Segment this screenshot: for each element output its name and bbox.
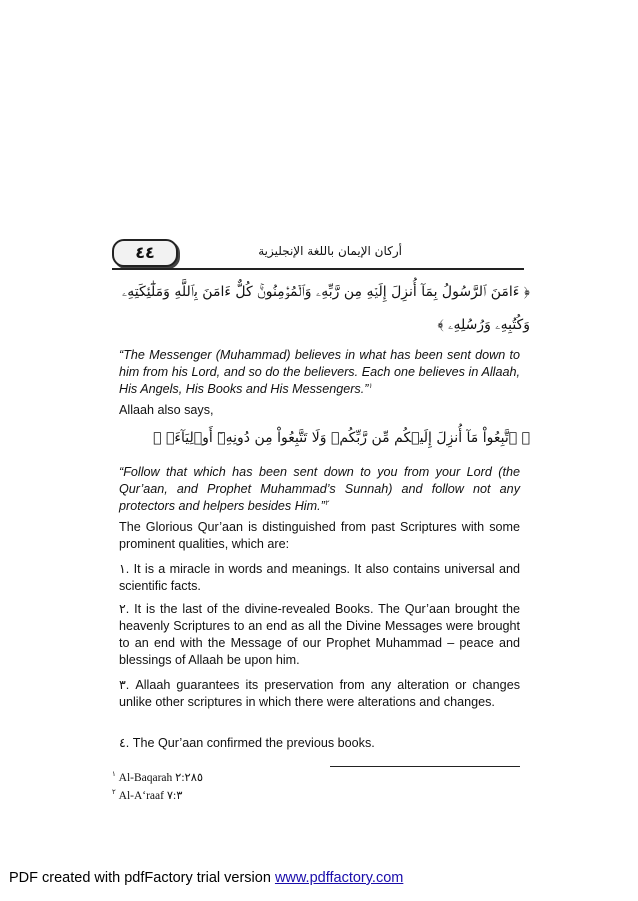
footnote-number: ١ [112, 770, 116, 779]
quality-item [119, 734, 520, 752]
footnote-ref[interactable]: ١ [368, 381, 373, 390]
quality-item [119, 560, 520, 595]
quality-number: ٢ [119, 601, 126, 616]
watermark-text: PDF created with pdfFactory trial version [9, 870, 275, 886]
footnote-number: ٢ [112, 788, 116, 797]
footnote [112, 770, 203, 784]
footnote-rule [330, 766, 520, 767]
footnote-ref[interactable]: ٢ [324, 498, 329, 507]
quality-number: ١ [119, 561, 126, 576]
quality-text: . Allaah guarantees its preservation from any alteration or changes unlike other scriptures in which there were alterations and changes. [119, 678, 520, 709]
translation-text: “Follow that which has been sent down to you from your Lord (the Qur’aan, and Prophet Muhammad’s Sunnah) and follow not any protectors and helpers besides Him.” [119, 465, 520, 513]
footnote [112, 788, 182, 802]
quality-item [119, 600, 520, 669]
intro-paragraph: Allaah also says, [119, 403, 214, 417]
quran-verse-1-line-2: وَكُتُبِهِۦ وَرُسُلِهِۦ ﴾ [437, 317, 530, 333]
quality-number: ٤ [119, 735, 126, 750]
quality-number: ٣ [119, 677, 126, 692]
pdffactory-link[interactable]: www.pdffactory.com [274, 870, 404, 886]
header-title: أركان الإيمان باللغة الإنجليزية [258, 244, 402, 258]
header-rule [112, 268, 524, 270]
footnote-text: Al-A‘raaf ٧:٣ [115, 790, 183, 802]
page-number-badge: ٤٤ [112, 239, 178, 267]
quality-text: . It is a miracle in words and meanings. It also contains universal and scientific facts. [119, 562, 520, 593]
page-header [112, 236, 522, 266]
quality-text: . It is the last of the divine-revealed Books. The Qur’aan brought the heavenly Scriptures to an end as all the Divine Messages were brought to an end with the Message of our Prophet Muhammad – peace and blessings of Allaah be upon him. [119, 602, 520, 667]
translation-text: “The Messenger (Muhammad) believes in what has been sent down to him from his Lord, and so do the believers. Each one believes in Allaah, His Angels, His Books and His Messengers.” [119, 348, 520, 396]
quality-item [119, 676, 520, 711]
quality-text: . The Qur’aan confirmed the previous books. [125, 736, 375, 750]
quran-verse-1-line-1: ﴿ ءَامَنَ ٱلرَّسُولُ بِمَآ أُنزِلَ إِلَيۡهِ مِن رَّبِّهِۦ وَٱلۡمُؤۡمِنُونَۚ كُلٌّ ءَامَنَ بِٱللَّهِ وَمَلَٰٓئِكَتِهِۦ [121, 284, 530, 300]
quran-verse-2: ﴿ ٱتَّبِعُواْ مَآ أُنزِلَ إِلَيۡكُم مِّن رَّبِّكُمۡ وَلَا تَتَّبِعُواْ مِن دُونِهِۦٓ أَوۡلِيَآءَۗ ﴾ [153, 430, 530, 446]
pdf-watermark [9, 870, 403, 886]
qualities-intro: The Glorious Qur’aan is distinguished from past Scriptures with some prominent qualities, which are: [119, 520, 520, 551]
verse-2-translation [119, 464, 520, 515]
verse-1-translation [119, 347, 520, 398]
footnote-text: Al-Baqarah ٢:٢٨٥ [115, 772, 204, 784]
